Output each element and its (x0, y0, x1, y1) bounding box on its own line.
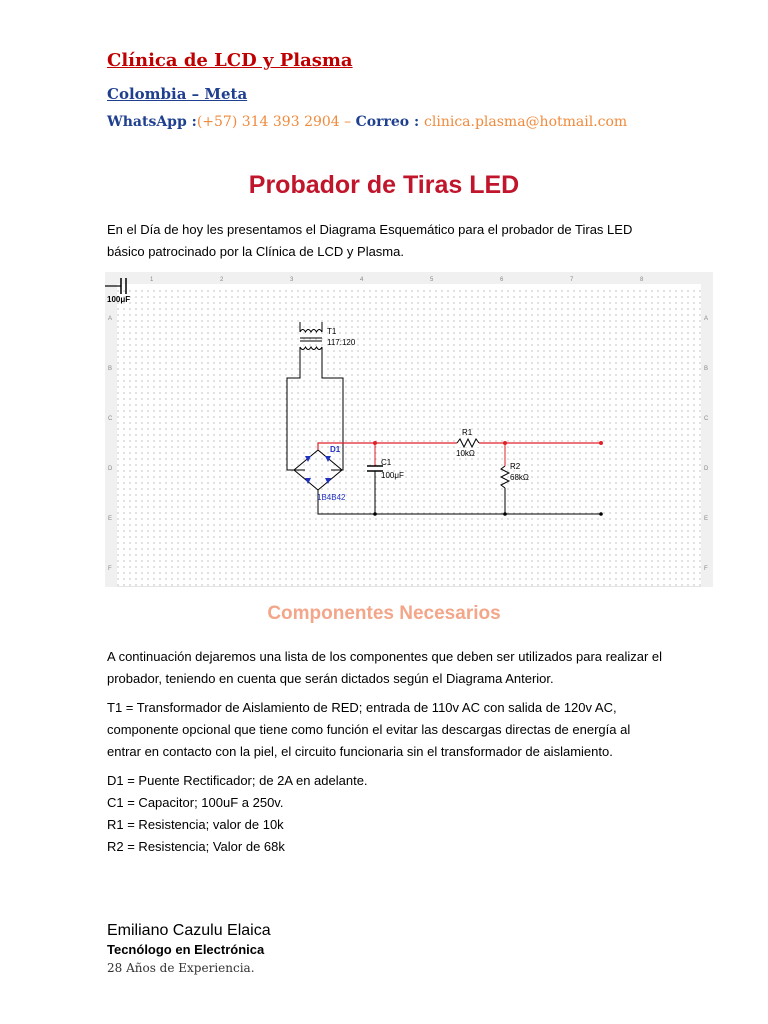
location: Colombia – Meta (107, 85, 248, 103)
ruler-number: 5 (430, 277, 434, 283)
ruler-number: 6 (500, 277, 504, 283)
r1-name: R1 (462, 428, 473, 437)
ruler-number: 4 (360, 277, 364, 283)
ruler-number: 1 (150, 277, 154, 283)
dot-grid (117, 288, 701, 587)
components-list (107, 770, 667, 858)
email-label: Correo : (355, 114, 425, 130)
right-ruler (701, 284, 713, 587)
author-experience: 28 Años de Experiencia. (107, 961, 255, 975)
whatsapp-label: WhatsApp : (107, 114, 197, 130)
ruler-letter: E (704, 516, 709, 522)
schematic-diagram (105, 272, 713, 587)
author-title: Tecnólogo en Electrónica (107, 942, 265, 957)
ruler-number: 3 (290, 277, 294, 283)
ruler-letter: A (704, 316, 709, 322)
r2-name: R2 (510, 462, 521, 471)
intro-paragraph: En el Día de hoy les presentamos el Diagrama Esquemático para el probador de Tiras LED básico patrocinado por la Clínica de LCD y Plasma. (107, 222, 633, 259)
ruler-letter: A (108, 316, 113, 322)
ruler-letter: B (704, 366, 709, 372)
ruler-letter: D (704, 466, 709, 472)
component-item: R2 = Resistencia; Valor de 68k (107, 839, 285, 854)
author-name: Emiliano Cazulu Elaica (107, 922, 271, 939)
ruler-letter: C (108, 416, 113, 422)
ruler-letter: C (704, 416, 709, 422)
d1-name: D1 (330, 445, 341, 454)
ruler-letter: F (704, 566, 708, 572)
r2-value: 68kΩ (510, 473, 529, 482)
top-ruler (105, 272, 713, 284)
r1-value: 10kΩ (456, 449, 475, 458)
document-title: Probador de Tiras LED (248, 171, 520, 199)
t1-description: T1 = Transformador de Aislamiento de RED; entrada de 110v AC con salida de 120v AC, componente opcional que tiene como función el evitar las descargas directas de energía al entrar en contacto con la piel, el circuito funcionaria sin el transformador de aislamiento. (107, 700, 631, 759)
component-item: C1 = Capacitor; 100uF a 250v. (107, 795, 284, 810)
ruler-number: 8 (640, 277, 644, 283)
component-item: R1 = Resistencia; valor de 10k (107, 817, 284, 832)
d1-value: 1B4B42 (317, 493, 346, 502)
list-intro-paragraph: A continuación dejaremos una lista de los componentes que deben ser utilizados para realizar el probador, teniendo en cuenta que serán dictados según el Diagrama Anterior. (107, 649, 663, 686)
t1-value: 117:120 (327, 338, 356, 347)
top-capacitor-value: 100μF (107, 295, 131, 304)
section-heading: Componentes Necesarios (267, 603, 501, 624)
ruler-number: 7 (570, 277, 574, 283)
contact-separator: – (339, 114, 356, 130)
ruler-number: 2 (220, 277, 224, 283)
ruler-letter: D (108, 466, 113, 472)
whatsapp-number: (+57) 314 393 2904 (196, 114, 340, 130)
c1-name: C1 (381, 458, 392, 467)
t1-name: T1 (327, 327, 337, 336)
ruler-letter: B (108, 366, 113, 372)
email-link[interactable]: clinica.plasma@hotmail.com (424, 114, 628, 130)
left-ruler (105, 284, 117, 587)
ruler-letter: E (108, 516, 113, 522)
contact-line (107, 114, 627, 130)
clinic-name: Clínica de LCD y Plasma (107, 50, 353, 71)
component-item: D1 = Puente Rectificador; de 2A en adelante. (107, 773, 368, 788)
ruler-letter: F (108, 566, 112, 572)
c1-value: 100μF (381, 471, 404, 480)
